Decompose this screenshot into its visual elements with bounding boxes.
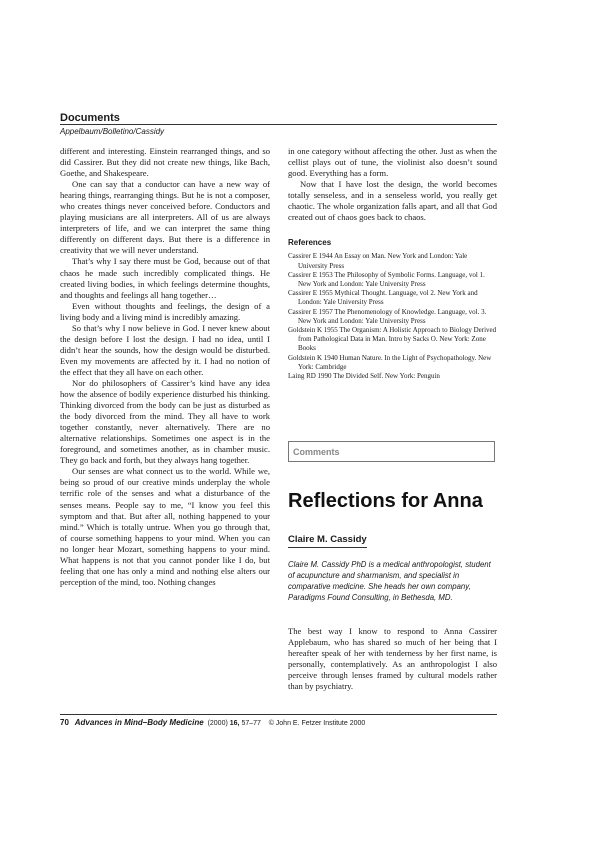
comments-label: Comments: [293, 447, 340, 457]
paragraph: Nor do philosophers of Cassirer’s kind have any idea how the absence of bodily experience disturbed his thinking. Thinking divorced from the body can be just as disturbed as the body divorced from the mind. They all have to work together constantly, never alternatively. There are no alternative relationships. Sometimes one aspect is in the foreground, and sometimes another, as in chamber music. They go back and forth, but they always hang together.: [60, 377, 270, 466]
reference-item: Cassirer E 1957 The Phenomenology of Knowledge. Language, vol. 3. New York and London: Yale University Press: [288, 307, 487, 325]
paragraph: Our senses are what connect us to the world. While we, being so proud of our creative minds underplay the whole terrific role of the senses and what a disturbance of the senses means. People say to me, “I know you feel this symptom and that. But after all, nothing happened to your mind.” Which is totally untrue. When you go through that, of course something happens to your mind. When you can no longer hear Mozart, something happens to your mind. What happens is not that you cannot ponder like I do, but feeling that one has only a mind and nothing else alters our perception of the mind, too. Nothing changes: [60, 466, 270, 587]
paragraph: One can say that a conductor can have a new way of hearing things, rearranging things. But he is not a composer, who creates things never conceived before. Conductors and playing musicians are all interpreters. All of us are always interpreters of life, and we can interpret the same thing differently on different days. But there is a difference in creativity that we will never understand.: [60, 179, 270, 256]
running-authors: Appelbaum/Bolletino/Cassidy: [60, 127, 165, 136]
reference-item: Goldstein K 1955 The Organism: A Holistic Approach to Biology Derived from Pathological Data in Man. Intro by Sacks O. New York: Zone Books: [288, 325, 497, 353]
reference-item: Cassirer E 1955 Mythical Thought. Language, vol 2. New York and London: Yale University Press: [288, 289, 478, 307]
footer-rule: [60, 714, 497, 715]
page-footer: [60, 718, 365, 729]
right-column: [288, 146, 497, 381]
running-header: [60, 112, 497, 137]
article-body: The best way I know to respond to Anna Cassirer Applebaum, who has shared so much of her being that I hereafter speak of her with tenderness by her first name, is personally, contemplatively. As an anthropologist I also perceive through lenses framed by cultural models rather than by psychiatry.: [288, 626, 497, 692]
references-heading: References: [288, 238, 332, 248]
header-rule: [60, 124, 497, 125]
page-number: 70: [60, 718, 69, 727]
journal-volume: 16,: [229, 720, 240, 727]
journal-name: Advances in Mind–Body Medicine: [74, 718, 204, 727]
left-column: [60, 146, 270, 588]
article-title: Reflections for Anna: [288, 490, 483, 512]
paragraph: different and interesting. Einstein rearranged things, and so did Cassirer. But they did not create new things, like Bach, Goethe, and Shakespeare.: [60, 146, 270, 179]
author-bio: Claire M. Cassidy PhD is a medical anthropologist, student of acupuncture and sharmanism, and specialist in comparative medicine. She heads her own company, Paradigms Found Consulting, in Bethesda, MD.: [288, 560, 491, 602]
reference-item: Cassirer E 1944 An Essay on Man. New York and London: Yale University Press: [288, 252, 468, 270]
paragraph: in one category without affecting the other. Just as when the cellist plays out of tune, the violinist also doesn’t sound good. Everything has a form.: [288, 146, 497, 179]
section-label: Documents: [60, 112, 120, 124]
journal-year: (2000): [207, 720, 228, 727]
reference-item: Laing RD 1990 The Divided Self. New York: Penguin: [288, 371, 440, 380]
comments-box: [288, 441, 495, 462]
paragraph: So that’s why I now believe in God. I never knew about the design before I lost the design. I had no idea, until I didn’t hear the sounds, how the design would be disturbed. Even my movements are affected by it. I had no notion of the effect that they all have on each other.: [60, 322, 270, 377]
article-author: Claire M. Cassidy: [288, 534, 367, 548]
reference-item: Goldstein K 1940 Human Nature. In the Light of Psychopathology. New York: Cambridge: [288, 353, 492, 371]
paragraph: That’s why I say there must be God, because out of that chaos he made such incredibly complicated things. He created living bodies, in which feelings determine thoughts, and thoughts and feelings all hang together…: [60, 256, 270, 300]
reference-item: Cassirer E 1953 The Philosophy of Symbolic Forms. Language, vol 1. New York and London: Yale University Press: [288, 270, 485, 288]
paragraph: Even without thoughts and feelings, the design of a living body and a living mind is incredibly amazing.: [60, 300, 270, 322]
journal-pages: 57–77: [241, 720, 261, 727]
paragraph: Now that I have lost the design, the world becomes totally senseless, and in a senseless world, you really get chaotic. The whole organization falls apart, and all that God created out of chaos goes back to chaos.: [288, 179, 497, 223]
copyright: © John E. Fetzer Institute 2000: [268, 720, 366, 727]
right-column-paragraphs: [288, 146, 497, 223]
references-list: [288, 252, 497, 381]
